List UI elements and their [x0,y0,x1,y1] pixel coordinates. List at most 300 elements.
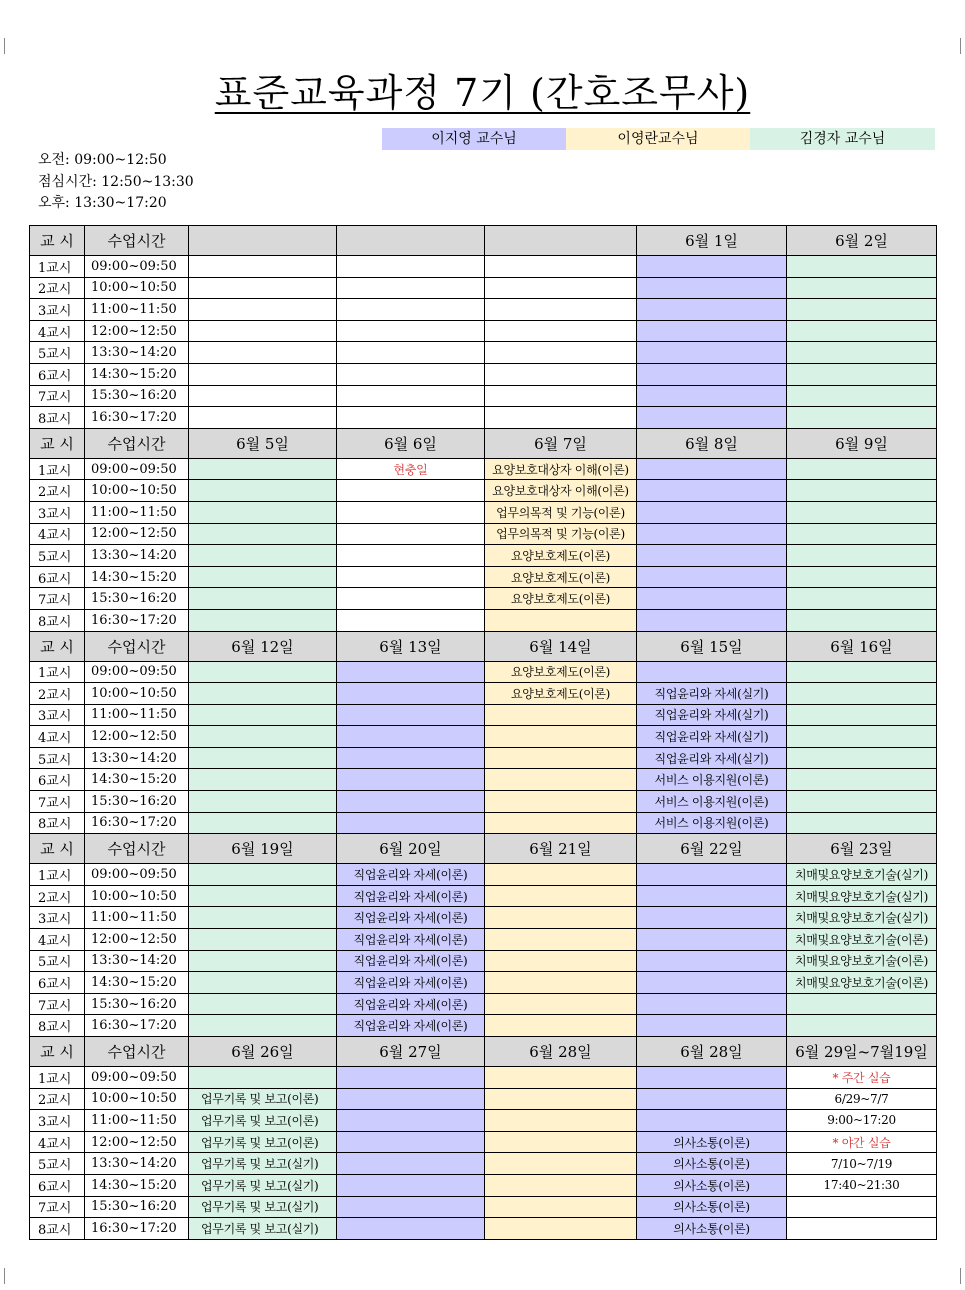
time-slot: 14:30~15:20 [85,972,189,994]
schedule-cell: 치매및요양보호기술(이론) [787,972,937,994]
period-label: 7교시 [30,993,85,1015]
period-row [30,385,937,407]
schedule-cell [337,609,485,631]
time-slot: 10:00~10:50 [85,885,189,907]
schedule-cell: 업무기록 및 보고(이론) [189,1131,337,1153]
schedule-cell [485,812,637,834]
schedule-cell [337,1174,485,1196]
schedule-cell: 서비스 이용지원(이론) [637,812,787,834]
schedule-cell [337,683,485,705]
period-header: 교 시 [30,1037,85,1067]
schedule-cell [337,566,485,588]
period-label: 1교시 [30,1067,85,1089]
schedule-cell [189,588,337,610]
schedule-cell [637,993,787,1015]
schedule-cell [189,907,337,929]
schedule-table [29,225,937,1240]
period-row [30,501,937,523]
schedule-cell [189,407,337,429]
schedule-cell [637,277,787,299]
schedule-cell: 업무기록 및 보고(이론) [189,1088,337,1110]
schedule-cell [787,726,937,748]
period-label: 3교시 [30,299,85,321]
schedule-cell [189,277,337,299]
schedule-cell [485,385,637,407]
week-header-row [30,834,937,864]
period-row [30,545,937,567]
time-info [38,150,194,215]
period-label: 8교시 [30,1015,85,1037]
date-header: 6월 5일 [189,428,337,458]
time-slot: 13:30~14:20 [85,747,189,769]
schedule-cell [637,661,787,683]
period-row [30,1131,937,1153]
period-label: 6교시 [30,363,85,385]
schedule-cell [337,661,485,683]
period-row [30,950,937,972]
time-slot: 10:00~10:50 [85,1088,189,1110]
schedule-cell [337,1110,485,1132]
schedule-cell [637,907,787,929]
schedule-cell: 직업윤리와 자세(실기) [637,726,787,748]
time-slot: 09:00~09:50 [85,661,189,683]
period-label: 5교시 [30,545,85,567]
schedule-cell [189,791,337,813]
time-slot: 09:00~09:50 [85,256,189,278]
time-slot: 09:00~09:50 [85,864,189,886]
schedule-cell [787,458,937,480]
schedule-cell [485,1131,637,1153]
schedule-cell: 업무기록 및 보고(이론) [189,1110,337,1132]
legend-item-instructor-3: 김경자 교수님 [750,128,935,150]
schedule-cell [485,363,637,385]
schedule-cell [189,320,337,342]
schedule-cell [485,342,637,364]
schedule-cell [337,501,485,523]
time-slot: 15:30~16:20 [85,791,189,813]
page-corner-mark [951,38,961,54]
schedule-cell: * 주간 실습 [787,1067,937,1089]
schedule-cell [189,342,337,364]
page-corner-mark [951,1268,961,1284]
time-slot: 12:00~12:50 [85,929,189,951]
schedule-cell [787,480,937,502]
time-slot: 10:00~10:50 [85,480,189,502]
schedule-cell [787,256,937,278]
schedule-cell [637,342,787,364]
schedule-cell [189,523,337,545]
schedule-cell [787,683,937,705]
schedule-cell [787,407,937,429]
schedule-cell [787,363,937,385]
time-slot: 16:30~17:20 [85,609,189,631]
schedule-cell [337,1153,485,1175]
date-header: 6월 27일 [337,1037,485,1067]
schedule-cell [337,769,485,791]
period-row [30,1218,937,1240]
schedule-cell: 의사소통(이론) [637,1153,787,1175]
period-row [30,1110,937,1132]
period-row [30,704,937,726]
schedule-cell: 치매및요양보호기술(실기) [787,864,937,886]
schedule-cell [637,256,787,278]
schedule-cell [189,501,337,523]
period-row [30,864,937,886]
schedule-cell [189,609,337,631]
schedule-cell: 서비스 이용지원(이론) [637,791,787,813]
period-row [30,342,937,364]
date-header: 6월 28일 [485,1037,637,1067]
period-label: 6교시 [30,972,85,994]
period-row [30,1153,937,1175]
schedule-cell [787,523,937,545]
schedule-cell [485,791,637,813]
period-label: 4교시 [30,929,85,951]
period-label: 4교시 [30,726,85,748]
period-row [30,609,937,631]
schedule-cell [485,320,637,342]
date-header: 6월 15일 [637,631,787,661]
schedule-cell [189,972,337,994]
schedule-cell [787,1015,937,1037]
schedule-cell [189,993,337,1015]
period-label: 3교시 [30,1110,85,1132]
date-header: 6월 9일 [787,428,937,458]
schedule-cell [485,1015,637,1037]
instructor-legend [382,128,935,150]
schedule-cell [189,769,337,791]
schedule-cell: 직업윤리와 자세(이론) [337,885,485,907]
schedule-cell [787,277,937,299]
schedule-cell [637,480,787,502]
schedule-cell [337,1088,485,1110]
date-header: 6월 22일 [637,834,787,864]
schedule-cell [787,299,937,321]
schedule-cell [485,299,637,321]
schedule-cell [787,747,937,769]
schedule-cell [485,929,637,951]
period-label: 2교시 [30,480,85,502]
time-slot: 13:30~14:20 [85,1153,189,1175]
schedule-cell [189,545,337,567]
schedule-cell: 직업윤리와 자세(실기) [637,747,787,769]
schedule-cell [485,1067,637,1089]
schedule-cell: 요양보호제도(이론) [485,683,637,705]
time-slot: 16:30~17:20 [85,407,189,429]
period-label: 6교시 [30,769,85,791]
morning-time: 오전: 09:00~12:50 [38,152,167,168]
period-label: 5교시 [30,950,85,972]
period-row [30,1196,937,1218]
schedule-cell [787,812,937,834]
schedule-cell [787,1218,937,1240]
date-header: 6월 16일 [787,631,937,661]
period-row [30,683,937,705]
time-slot: 11:00~11:50 [85,1110,189,1132]
period-row [30,1067,937,1089]
schedule-cell: 9:00~17:20 [787,1110,937,1132]
period-label: 8교시 [30,1218,85,1240]
period-label: 3교시 [30,501,85,523]
legend-item-instructor-1: 이지영 교수님 [382,128,566,150]
time-slot: 09:00~09:50 [85,458,189,480]
period-row [30,1088,937,1110]
time-slot: 16:30~17:20 [85,1015,189,1037]
schedule-cell [337,256,485,278]
schedule-cell: 요양보호제도(이론) [485,566,637,588]
schedule-cell: * 야간 실습 [787,1131,937,1153]
schedule-cell: 업무기록 및 보고(실기) [189,1153,337,1175]
schedule-cell [337,1218,485,1240]
date-header: 6월 13일 [337,631,485,661]
time-slot: 15:30~16:20 [85,385,189,407]
schedule-cell [637,609,787,631]
schedule-cell [637,299,787,321]
schedule-cell [485,1088,637,1110]
period-row [30,320,937,342]
period-label: 8교시 [30,407,85,429]
schedule-cell [637,501,787,523]
time-slot: 12:00~12:50 [85,320,189,342]
time-header: 수업시간 [85,834,189,864]
schedule-cell: 직업윤리와 자세(이론) [337,929,485,951]
schedule-cell [189,864,337,886]
time-slot: 09:00~09:50 [85,1067,189,1089]
schedule-cell [485,256,637,278]
period-row [30,1174,937,1196]
time-slot: 14:30~15:20 [85,363,189,385]
period-label: 5교시 [30,747,85,769]
schedule-cell: 치매및요양보호기술(이론) [787,929,937,951]
schedule-cell [337,1196,485,1218]
schedule-cell: 요양보호제도(이론) [485,661,637,683]
schedule-cell [637,929,787,951]
period-label: 1교시 [30,256,85,278]
schedule-cell [637,363,787,385]
date-header: 6월 23일 [787,834,937,864]
schedule-cell [189,885,337,907]
date-header [189,226,337,256]
schedule-cell: 치매및요양보호기술(이론) [787,950,937,972]
schedule-cell: 7/10~7/19 [787,1153,937,1175]
date-header: 6월 14일 [485,631,637,661]
schedule-cell: 업무기록 및 보고(실기) [189,1218,337,1240]
schedule-cell [337,588,485,610]
schedule-cell: 직업윤리와 자세(실기) [637,683,787,705]
schedule-cell [787,320,937,342]
schedule-cell [637,1110,787,1132]
date-header: 6월 12일 [189,631,337,661]
period-label: 7교시 [30,588,85,610]
schedule-cell [787,769,937,791]
period-row [30,726,937,748]
time-slot: 14:30~15:20 [85,566,189,588]
schedule-cell: 치매및요양보호기술(실기) [787,907,937,929]
schedule-cell: 직업윤리와 자세(실기) [637,704,787,726]
page-title: 표준교육과정 7기 (간호조무사) [214,71,751,115]
period-label: 5교시 [30,342,85,364]
week-header-row [30,226,937,256]
period-row [30,993,937,1015]
time-slot: 15:30~16:20 [85,993,189,1015]
schedule-cell: 요양보호대상자 이해(이론) [485,480,637,502]
period-label: 4교시 [30,523,85,545]
schedule-cell: 직업윤리와 자세(이론) [337,864,485,886]
schedule-cell [337,277,485,299]
period-label: 3교시 [30,704,85,726]
date-header: 6월 6일 [337,428,485,458]
date-header [337,226,485,256]
period-header: 교 시 [30,428,85,458]
schedule-cell [787,566,937,588]
schedule-cell [189,299,337,321]
period-label: 4교시 [30,320,85,342]
schedule-cell [637,566,787,588]
period-row [30,972,937,994]
page-corner-mark [4,1268,14,1284]
schedule-cell [787,704,937,726]
period-header: 교 시 [30,834,85,864]
period-row [30,588,937,610]
time-slot: 11:00~11:50 [85,501,189,523]
schedule-cell [337,342,485,364]
schedule-cell [787,501,937,523]
period-row [30,277,937,299]
schedule-cell [337,812,485,834]
period-row [30,480,937,502]
schedule-cell [485,726,637,748]
date-header: 6월 26일 [189,1037,337,1067]
schedule-cell [787,1196,937,1218]
schedule-cell [337,480,485,502]
schedule-cell [337,791,485,813]
schedule-cell [787,993,937,1015]
schedule-cell [189,704,337,726]
period-row [30,661,937,683]
schedule-cell [485,609,637,631]
time-slot: 16:30~17:20 [85,812,189,834]
schedule-cell [787,609,937,631]
period-label: 6교시 [30,1174,85,1196]
schedule-cell [787,342,937,364]
schedule-cell [337,363,485,385]
schedule-cell [189,566,337,588]
time-slot: 10:00~10:50 [85,277,189,299]
period-row [30,885,937,907]
schedule-cell [485,1174,637,1196]
schedule-cell [637,972,787,994]
date-header [485,226,637,256]
period-label: 1교시 [30,661,85,683]
time-slot: 11:00~11:50 [85,704,189,726]
schedule-cell [637,385,787,407]
date-header: 6월 28일 [637,1037,787,1067]
schedule-cell [485,1153,637,1175]
schedule-cell: 요양보호대상자 이해(이론) [485,458,637,480]
period-row [30,458,937,480]
period-header: 교 시 [30,226,85,256]
week-header-row [30,1037,937,1067]
schedule-cell [787,588,937,610]
schedule-cell [189,950,337,972]
schedule-cell [637,320,787,342]
period-label: 6교시 [30,566,85,588]
schedule-cell [637,1015,787,1037]
period-row [30,407,937,429]
schedule-cell: 직업윤리와 자세(이론) [337,950,485,972]
period-label: 2교시 [30,277,85,299]
schedule-cell: 요양보호제도(이론) [485,588,637,610]
time-header: 수업시간 [85,226,189,256]
time-header: 수업시간 [85,1037,189,1067]
schedule-cell [337,545,485,567]
period-row [30,256,937,278]
time-slot: 11:00~11:50 [85,299,189,321]
period-label: 2교시 [30,885,85,907]
time-slot: 12:00~12:50 [85,1131,189,1153]
week-header-row [30,428,937,458]
schedule-cell [485,993,637,1015]
schedule-cell: 업무기록 및 보고(실기) [189,1196,337,1218]
time-slot: 12:00~12:50 [85,523,189,545]
schedule-cell: 직업윤리와 자세(이론) [337,972,485,994]
schedule-cell [637,1067,787,1089]
period-row [30,769,937,791]
schedule-cell [637,523,787,545]
time-slot: 14:30~15:20 [85,1174,189,1196]
schedule-cell: 직업윤리와 자세(이론) [337,1015,485,1037]
schedule-cell [189,1067,337,1089]
period-row [30,363,937,385]
period-label: 4교시 [30,1131,85,1153]
schedule-cell [485,704,637,726]
period-row [30,929,937,951]
schedule-cell [485,885,637,907]
period-label: 2교시 [30,683,85,705]
period-row [30,566,937,588]
schedule-cell [189,1015,337,1037]
schedule-cell [787,791,937,813]
schedule-cell [189,256,337,278]
schedule-cell [485,277,637,299]
date-header: 6월 2일 [787,226,937,256]
schedule-cell: 17:40~21:30 [787,1174,937,1196]
schedule-cell [189,458,337,480]
schedule-cell: 서비스 이용지원(이론) [637,769,787,791]
schedule-cell: 의사소통(이론) [637,1218,787,1240]
time-slot: 12:00~12:50 [85,726,189,748]
schedule-cell: 의사소통(이론) [637,1131,787,1153]
schedule-cell: 치매및요양보호기술(실기) [787,885,937,907]
schedule-cell [189,480,337,502]
schedule-cell [189,929,337,951]
schedule-cell [637,885,787,907]
schedule-cell: 업무의목적 및 기능(이론) [485,501,637,523]
schedule-cell [485,950,637,972]
time-slot: 14:30~15:20 [85,769,189,791]
schedule-cell [337,299,485,321]
date-header: 6월 7일 [485,428,637,458]
schedule-cell [787,385,937,407]
schedule-cell [637,407,787,429]
schedule-cell: 직업윤리와 자세(이론) [337,993,485,1015]
schedule-cell [485,1218,637,1240]
schedule-cell [337,385,485,407]
schedule-cell [189,726,337,748]
schedule-cell [189,385,337,407]
period-row [30,1015,937,1037]
schedule-cell [337,523,485,545]
